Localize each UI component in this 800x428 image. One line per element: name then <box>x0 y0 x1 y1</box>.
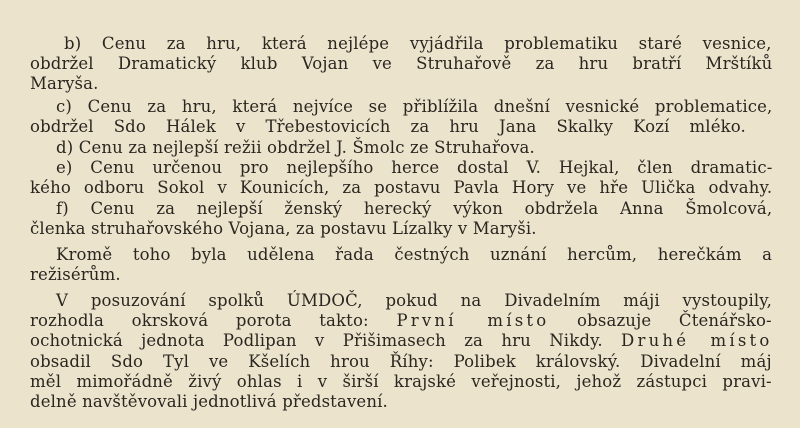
umdoc-line-2-end: obsazuje Čtenářsko- <box>549 311 772 330</box>
item-c-line-1: c) Cenu za hru, která nejvíce se přiblížila dnešní vesnické problematice, <box>56 97 773 116</box>
item-b-line-3: Maryša. <box>30 74 99 93</box>
umdoc-paragraph-line-3 <box>30 331 772 351</box>
item-f-line-2: členka struhařovského Vojana, za postavu Lízalky v Maryši. <box>30 219 537 238</box>
item-e-line-2: kého odboru Sokol v Kounicích, za postavu Pavla Hory ve hře Ulička odvahy. <box>30 178 773 197</box>
umdoc-paragraph-line-1: V posuzování spolků ÚMDOČ, pokud na Divadelním máji vystoupily, <box>56 291 772 310</box>
item-e-line-1: e) Cenu určenou pro nejlepšího herce dostal V. Hejkal, člen dramatic- <box>56 158 773 177</box>
first-place-spaced-text: První místo <box>396 311 550 330</box>
umdoc-line-2-start: rozhodla okrsková porota takto: <box>30 311 397 330</box>
honors-paragraph-line-2: režisérům. <box>30 265 121 284</box>
second-place-spaced-text: Druhé místo <box>621 331 773 350</box>
umdoc-line-3-start: ochotnická jednota Podlipan v Přišimasech za hru Nikdy. <box>30 331 622 350</box>
item-b-line-2: obdržel Dramatický klub Vojan ve Struhařově za hru bratří Mrštíků <box>30 54 773 73</box>
umdoc-paragraph-line-6: delně navštěvovali jednotlivá představení. <box>30 392 388 411</box>
item-c-line-2: obdržel Sdo Hálek v Třebestovicích za hru Jana Skalky Kozí mléko. <box>30 117 746 136</box>
umdoc-paragraph-line-2 <box>30 311 772 331</box>
item-d-line-1: d) Cenu za nejlepší režii obdržel J. Šmolc ze Struhařova. <box>56 138 535 157</box>
item-b-line-1: b) Cenu za hru, která nejlépe vyjádřila problematiku staré vesnice, <box>64 34 772 53</box>
umdoc-paragraph-line-4: obsadil Sdo Tyl ve Kšelích hrou Říhy: Polibek královský. Divadelní máj <box>30 352 772 371</box>
item-f-line-1: f) Cenu za nejlepší ženský herecký výkon obdržela Anna Šmolcová, <box>56 199 773 218</box>
honors-paragraph-line-1: Kromě toho byla udělena řada čestných uznání hercům, herečkám a <box>56 245 773 264</box>
umdoc-paragraph-line-5: měl mimořádně živý ohlas i v širší krajské veřejnosti, jehož zástupci pravi- <box>30 372 772 391</box>
